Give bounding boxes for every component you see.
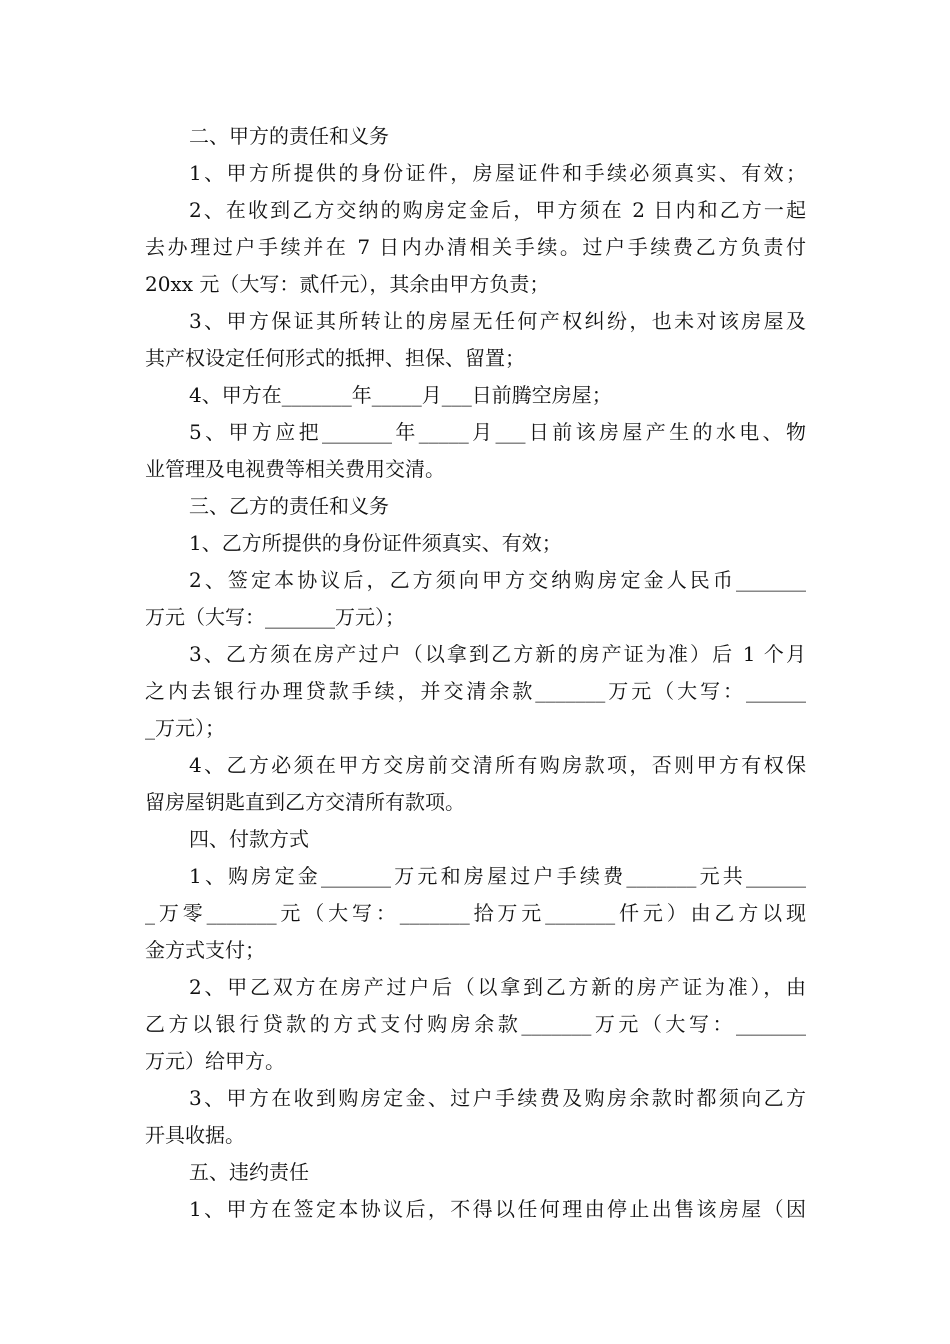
text-line: 开具收据。 <box>145 1123 245 1147</box>
text-line: 万元）给甲方。 <box>145 1049 285 1073</box>
text-line: 留房屋钥匙直到乙方交清所有款项。 <box>145 790 465 814</box>
text-line: 业管理及电视费等相关费用交清。 <box>145 457 445 481</box>
text-line: 1、乙方所提供的身份证件须真实、有效； <box>189 531 562 555</box>
text-line: 万元（大写：_______万元）； <box>145 605 405 629</box>
text-line: 2、甲乙双方在房产过户后（以拿到乙方新的房产证为准），由 <box>189 975 806 999</box>
text-line: 3、甲方保证其所转让的房屋无任何产权纠纷，也未对该房屋及 <box>189 309 806 333</box>
text-line: 去办理过户手续并在 7 日内办清相关手续。过户手续费乙方负责付 <box>145 235 806 259</box>
text-line: 5、甲方应把_______年_____月___日前该房屋产生的水电、物 <box>189 420 806 444</box>
text-line: 4、乙方必须在甲方交房前交清所有购房款项，否则甲方有权保 <box>189 753 806 777</box>
text-line: 金方式支付； <box>145 938 265 962</box>
text-line: _万元）； <box>145 716 225 740</box>
document-body <box>145 118 806 1228</box>
text-line: 之内去银行办理贷款手续，并交清余款_______万元（大写：______ <box>145 679 806 703</box>
text-line: 2、在收到乙方交纳的购房定金后，甲方须在 2 日内和乙方一起 <box>189 198 806 222</box>
text-line: 1、甲方所提供的身份证件，房屋证件和手续必须真实、有效； <box>189 161 806 185</box>
text-line: 乙方以银行贷款的方式支付购房余款_______万元（大写：_______ <box>145 1012 806 1036</box>
text-line: 3、甲方在收到购房定金、过户手续费及购房余款时都须向乙方 <box>189 1086 806 1110</box>
text-line: 20xx 元（大写：贰仟元），其余由甲方负责； <box>145 272 550 296</box>
text-line: 1、购房定金_______万元和房屋过户手续费_______元共______ <box>189 864 806 888</box>
text-line: 四、付款方式 <box>189 827 309 851</box>
text-line: 其产权设定任何形式的抵押、担保、留置； <box>145 346 525 370</box>
text-line: 4、甲方在_______年_____月___日前腾空房屋； <box>189 383 612 407</box>
text-line: 三、乙方的责任和义务 <box>189 494 389 518</box>
text-line: 2、签定本协议后，乙方须向甲方交纳购房定金人民币_______ <box>189 568 806 592</box>
text-line: 五、违约责任 <box>189 1160 309 1184</box>
text-line: 1、甲方在签定本协议后，不得以任何理由停止出售该房屋（因 <box>189 1197 806 1221</box>
text-line: 二、甲方的责任和义务 <box>189 124 389 148</box>
text-line: 3、乙方须在房产过户（以拿到乙方新的房产证为准）后 1 个月 <box>189 642 806 666</box>
text-line: _万零_______元（大写：_______拾万元_______仟元）由乙方以现 <box>145 901 806 925</box>
